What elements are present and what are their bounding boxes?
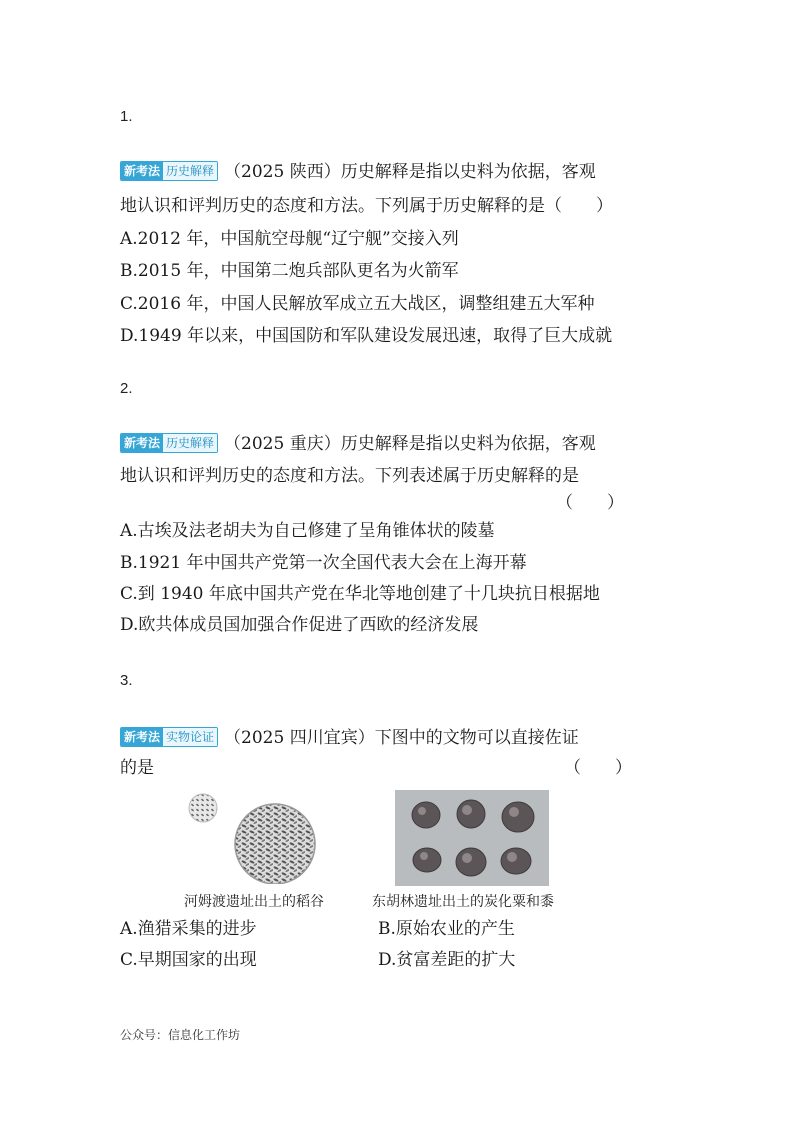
- question-1-option-b: B.2015 年，中国第二炮兵部队更名为火箭军: [120, 261, 459, 281]
- new-exam-tag: [120, 433, 218, 453]
- question-2-option-c: C.到 1940 年底中国共产党在华北等地创建了十几块抗日根据地: [120, 584, 600, 604]
- question-1-option-d: D.1949 年以来，中国国防和军队建设发展迅速，取得了巨大成就: [120, 326, 613, 346]
- question-2-option-a: A.古埃及法老胡夫为自己修建了呈角锥体状的陵墓: [120, 521, 495, 541]
- footer-account: 公众号：信息化工作坊: [120, 1028, 241, 1042]
- tag-topic: 实物论证: [163, 728, 217, 746]
- tag-topic: 历史解释: [163, 434, 217, 452]
- question-2-stem-line2: 地认识和评判历史的态度和方法。下列表述属于历史解释的是: [120, 466, 579, 486]
- tag-label: 新考法: [121, 434, 163, 452]
- question-1-number: 1.: [120, 108, 133, 125]
- question-1-option-a: A.2012 年，中国航空母舰“辽宁舰”交接入列: [120, 229, 459, 249]
- rice-grains-image: [185, 788, 320, 884]
- tag-label: 新考法: [121, 728, 163, 746]
- new-exam-tag: [120, 161, 218, 181]
- question-2-stem-line1: [120, 432, 596, 456]
- question-2-answer-paren: （ ）: [556, 493, 624, 513]
- question-3-stem-line2: 的是: [120, 758, 154, 778]
- question-3-option-a: A.渔猎采集的进步: [120, 919, 257, 939]
- tag-topic: 历史解释: [163, 162, 217, 180]
- question-1-stem-line1: [120, 160, 596, 184]
- question-2-number: 2.: [120, 380, 133, 397]
- tag-label: 新考法: [121, 162, 163, 180]
- stem-text: （2025 陕西）历史解释是指以史料为依据，客观: [224, 162, 596, 182]
- stem-text: （2025 四川宜宾）下图中的文物可以直接佐证: [224, 728, 579, 748]
- question-3-answer-paren: （ ）: [564, 758, 632, 778]
- question-3-option-d: D.贫富差距的扩大: [378, 950, 516, 970]
- caption-millet: 东胡林遗址出土的炭化粟和黍: [372, 894, 554, 910]
- question-3-stem-line1: [120, 726, 579, 750]
- stem-text: （2025 重庆）历史解释是指以史料为依据，客观: [224, 434, 596, 454]
- question-3-number: 3.: [120, 672, 133, 689]
- question-2-option-b: B.1921 年中国共产党第一次全国代表大会在上海开幕: [120, 553, 527, 573]
- new-exam-tag: [120, 727, 218, 747]
- question-3-option-c: C.早期国家的出现: [120, 950, 257, 970]
- question-1-stem-line2: 地认识和评判历史的态度和方法。下列属于历史解释的是（ ）: [120, 196, 613, 216]
- question-2-option-d: D.欧共体成员国加强合作促进了西欧的经济发展: [120, 615, 479, 635]
- charred-millet-image: [395, 790, 549, 886]
- caption-rice: 河姆渡遗址出土的稻谷: [184, 894, 324, 910]
- question-1-option-c: C.2016 年，中国人民解放军成立五大战区，调整组建五大军种: [120, 294, 595, 314]
- question-3-option-b: B.原始农业的产生: [378, 919, 515, 939]
